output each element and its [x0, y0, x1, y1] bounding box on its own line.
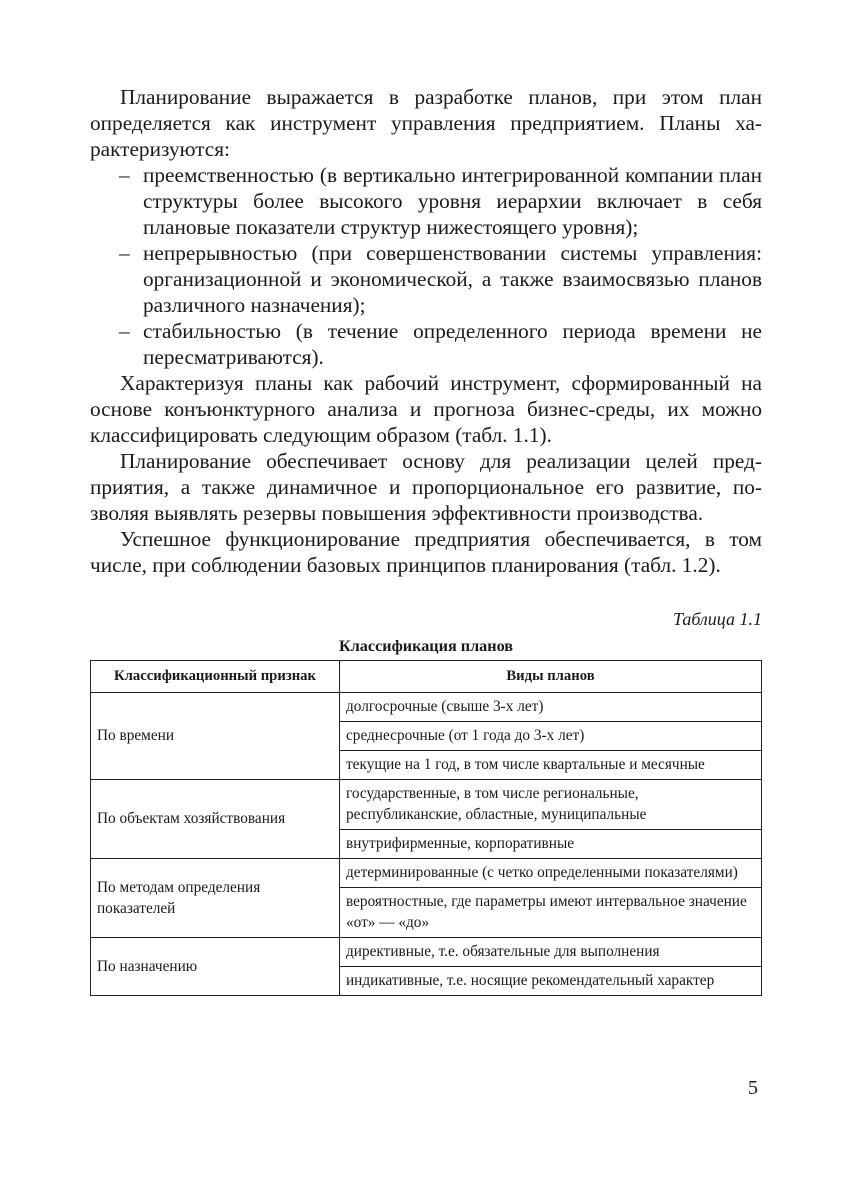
feature-cell: По объектам хозяйствования: [91, 780, 340, 859]
page-content: [90, 84, 762, 996]
plan-type-cell: среднесрочные (от 1 года до 3-х лет): [340, 722, 762, 751]
paragraph-classification: Характеризуя планы как рабочий инструмент, сформированный на основе конъюнктурного анализа и прогноза бизнес-среды, их можно классифицировать следующим образом (табл. 1.1).: [90, 371, 762, 447]
dash-marker: –: [119, 241, 130, 265]
plan-type-cell: государственные, в том числе региональные, республиканские, областные, муниципальные: [340, 780, 762, 830]
plan-type-cell: директивные, т.е. обязательные для выполнения: [340, 938, 762, 967]
header-feature: Классификационный признак: [91, 661, 340, 693]
paragraph-principles: Успешное функционирование предприятия обеспечивается, в том числе, при соблюдении базовых принципов планирования (табл. 1.2).: [90, 527, 762, 577]
table-row: [91, 859, 762, 888]
list-item-text: непрерывностью (при совершенствовании системы управления: организационной и экономической, а также взаимосвязью планов различного назначения);: [143, 241, 762, 317]
plan-type-cell: вероятностные, где параметры имеют интервальное значение «от» — «до»: [340, 888, 762, 938]
paragraph-planning-basis: Планирование обеспечивает основу для реализации целей предприятия, а также динамичное и пропорциональное его развитие, позволяя выявлять резервы повышения эффективности производства.: [90, 449, 762, 525]
plans-classification-table: [90, 660, 762, 996]
table-label: Таблица 1.1: [672, 609, 762, 629]
plan-type-cell: детерминированные (с четко определенными показателями): [340, 859, 762, 888]
list-item: [90, 162, 762, 240]
dash-marker: –: [119, 163, 130, 187]
feature-cell: По методам определения показателей: [91, 859, 340, 938]
list-item-text: стабильностью (в течение определенного периода времени не пересматриваются).: [143, 319, 762, 369]
plan-characteristics-list: [90, 162, 762, 370]
plan-type-cell: долгосрочные (свыше 3-х лет): [340, 693, 762, 722]
list-item: [90, 318, 762, 370]
plan-type-cell: текущие на 1 год, в том числе квартальные и месячные: [340, 751, 762, 780]
table-row: [91, 693, 762, 722]
list-item-text: преемственностью (в вертикально интегрированной компании план структуры более высокого уровня иерархии включает в себя плановые показатели структур нижестоящего уровня);: [143, 163, 762, 239]
feature-cell: По назначению: [91, 938, 340, 996]
feature-cell: По времени: [91, 693, 340, 780]
page-number: 5: [748, 1077, 758, 1099]
dash-marker: –: [119, 319, 130, 343]
table-row: [91, 780, 762, 830]
plan-type-cell: внутрифирменные, корпоративные: [340, 830, 762, 859]
paragraph-planning-intro: Планирование выражается в разработке планов, при этом план определяется как инструмент управления предприятием. Планы характеризуются:: [90, 85, 762, 161]
list-item: [90, 240, 762, 318]
table-title: Классификация планов: [338, 637, 514, 655]
table-header-row: [91, 661, 762, 693]
header-plan-types: Виды планов: [340, 661, 762, 693]
plan-type-cell: индикативные, т.е. носящие рекомендательный характер: [340, 967, 762, 996]
table-row: [91, 938, 762, 967]
